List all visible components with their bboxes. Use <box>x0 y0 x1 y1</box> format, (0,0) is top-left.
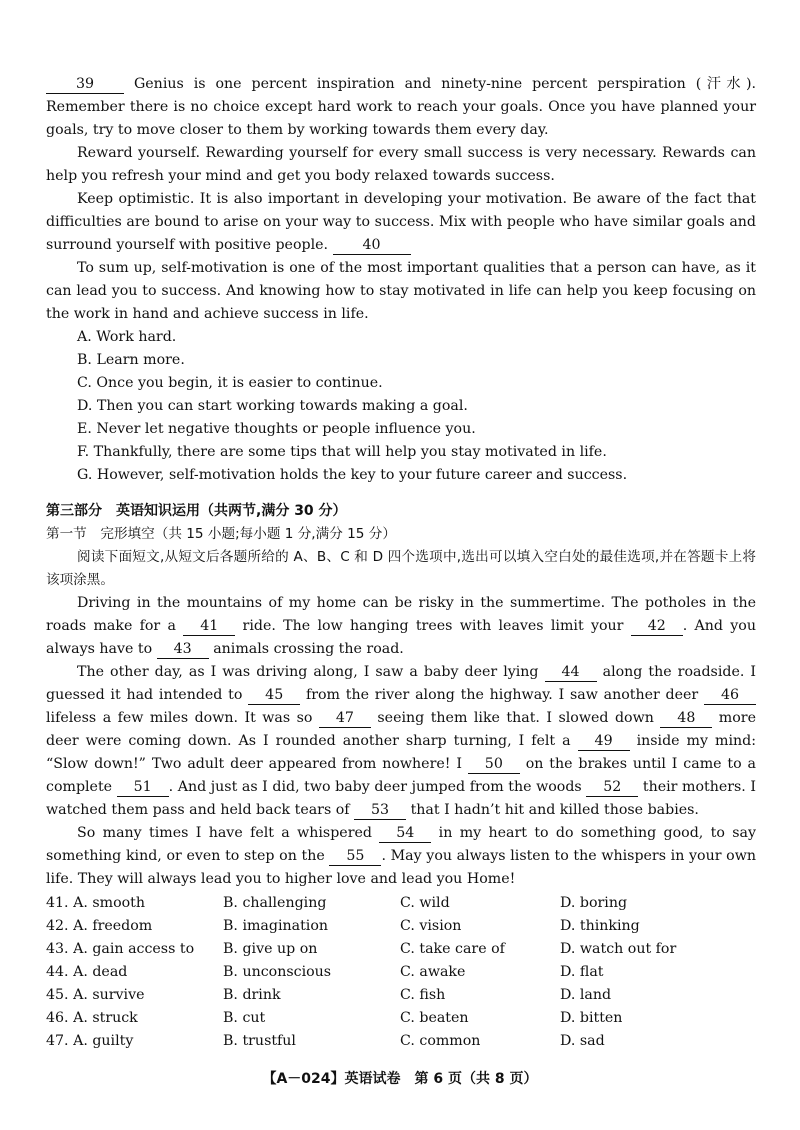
question-row-42 <box>46 915 756 938</box>
choice-b: B. trustful <box>223 1033 296 1049</box>
choice-a: 46. A. struck <box>46 1010 138 1026</box>
choice-a: 43. A. gain access to <box>46 941 195 957</box>
cloze-paragraph-3: So many times I have felt a whispered 54 in my heart to do something good, to say something kind, or even to step on the 55 . May you always listen to the whispers in your own life. They will always lead you to higher love and lead you Home! <box>46 825 756 887</box>
page-content <box>46 73 756 1053</box>
choice-c: C. vision <box>400 918 462 934</box>
choice-b: B. challenging <box>223 895 327 911</box>
blank-55: 55 <box>329 848 381 866</box>
option-e: E. Never let negative thoughts or people influence you. <box>77 421 476 437</box>
option-d: D. Then you can start working towards making a goal. <box>77 398 468 414</box>
paragraph-keep-optimistic: Keep optimistic. It is also important in developing your motivation. Be aware of the fact that difficulties are bound to arise on your way to success. Mix with people who have similar goals and surround yourself with positive people. 40 <box>46 191 756 253</box>
choice-d: D. flat <box>560 964 604 980</box>
cloze-paragraph-2: The other day, as I was driving along, I saw a baby deer lying 44 along the roadside. I guessed it had intended to 45 from the river along the highway. I saw another deer 46 lifeless a few miles down. It was so 47 seeing them like that. I slowed down 48 more deer were coming down. As I rounded another sharp turning, I felt a 49 inside my mind: “Slow down!” Two adult deer appeared from nowhere! I 50 on the brakes until I came to a complete 51 . And just as I did, two baby deer jumped from the woods 52 their mothers. I watched them pass and held back tears of 53 that I hadn’t hit and killed those babies. <box>46 664 757 818</box>
blank-41: 41 <box>183 618 235 636</box>
blank-52: 52 <box>586 779 638 797</box>
choice-d: D. watch out for <box>560 941 677 957</box>
blank-54: 54 <box>379 825 431 843</box>
blank-50: 50 <box>468 756 520 774</box>
blank-47: 47 <box>319 710 371 728</box>
choice-a: 45. A. survive <box>46 987 145 1003</box>
option-b: B. Learn more. <box>77 352 185 368</box>
blank-53: 53 <box>354 802 406 820</box>
choice-a: 44. A. dead <box>46 964 128 980</box>
choice-b: B. unconscious <box>223 964 332 980</box>
choice-b: B. drink <box>223 987 281 1003</box>
blank-45: 45 <box>248 687 300 705</box>
cloze-paragraph-1: Driving in the mountains of my home can be risky in the summertime. The potholes in the roads make for a 41 ride. The low hanging trees with leaves limit your 42 . And you always have to 43 animals crossing the road. <box>46 595 756 657</box>
choice-c: C. beaten <box>400 1010 469 1026</box>
blank-40: 40 <box>333 237 411 255</box>
choice-c: C. awake <box>400 964 466 980</box>
option-f: F. Thankfully, there are some tips that will help you stay motivated in life. <box>77 444 607 460</box>
blank-39: 39 <box>46 76 124 94</box>
question-row-41 <box>46 892 756 915</box>
blank-49: 49 <box>578 733 630 751</box>
choice-a: 42. A. freedom <box>46 918 153 934</box>
question-row-46 <box>46 1007 756 1030</box>
choice-d: D. land <box>560 987 612 1003</box>
choice-b: B. give up on <box>223 941 318 957</box>
choice-a: 41. A. smooth <box>46 895 145 911</box>
blank-44: 44 <box>545 664 597 682</box>
option-a: A. Work hard. <box>77 329 177 345</box>
blank-43: 43 <box>157 641 209 659</box>
question-row-47 <box>46 1030 756 1053</box>
option-g: G. However, self-motivation holds the key to your future career and success. <box>77 467 628 483</box>
blank-48: 48 <box>660 710 712 728</box>
page-footer: 【A－024】英语试卷 第 6 页（共 8 页） <box>262 1071 538 1087</box>
question-row-43 <box>46 938 756 961</box>
question-row-44 <box>46 961 756 984</box>
paragraph-sum-up: To sum up, self-motivation is one of the most important qualities that a person can have, as it can lead you to success. And knowing how to stay motivated in life can help you keep focusing on the work in hand and achieve success in life. <box>46 260 756 322</box>
choice-d: D. boring <box>560 895 628 911</box>
choice-d: D. sad <box>560 1033 605 1049</box>
choice-c: C. fish <box>400 987 446 1003</box>
blank-42: 42 <box>631 618 683 636</box>
choice-b: B. imagination <box>223 918 329 934</box>
blank-51: 51 <box>117 779 169 797</box>
choice-d: D. bitten <box>560 1010 623 1026</box>
blank-46: 46 <box>704 687 756 705</box>
choice-c: C. wild <box>400 895 450 911</box>
choice-c: C. take care of <box>400 941 505 957</box>
choice-c: C. common <box>400 1033 481 1049</box>
cloze-answer-options <box>46 892 756 1053</box>
choice-a: 47. A. guilty <box>46 1033 134 1049</box>
paragraph-reward: Reward yourself. Rewarding yourself for every small success is very necessary. Rewards can help you refresh your mind and get you body relaxed towards success. <box>46 145 756 184</box>
paragraph-39: 39 Genius is one percent inspiration and ninety-nine percent perspiration (汗水). Remember there is no choice except hard work to reach your goals. Once you have planned your goals, try to move closer to them by working towards them every day. <box>46 76 756 138</box>
option-c: C. Once you begin, it is easier to continue. <box>77 375 383 391</box>
question-row-45 <box>46 984 756 1007</box>
section-3-title: 第三部分 英语知识运用（共两节,满分 30 分） <box>46 503 347 519</box>
seven-choice-options <box>46 326 756 487</box>
choice-b: B. cut <box>223 1010 266 1026</box>
instructions: 阅读下面短文,从短文后各题所给的 A、B、C 和 D 四个选项中,选出可以填入空白处的最佳选项,并在答题卡上将该项涂黑。 <box>46 549 756 588</box>
part-1-title: 第一节 完形填空（共 15 小题;每小题 1 分,满分 15 分） <box>46 526 396 542</box>
choice-d: D. thinking <box>560 918 640 934</box>
